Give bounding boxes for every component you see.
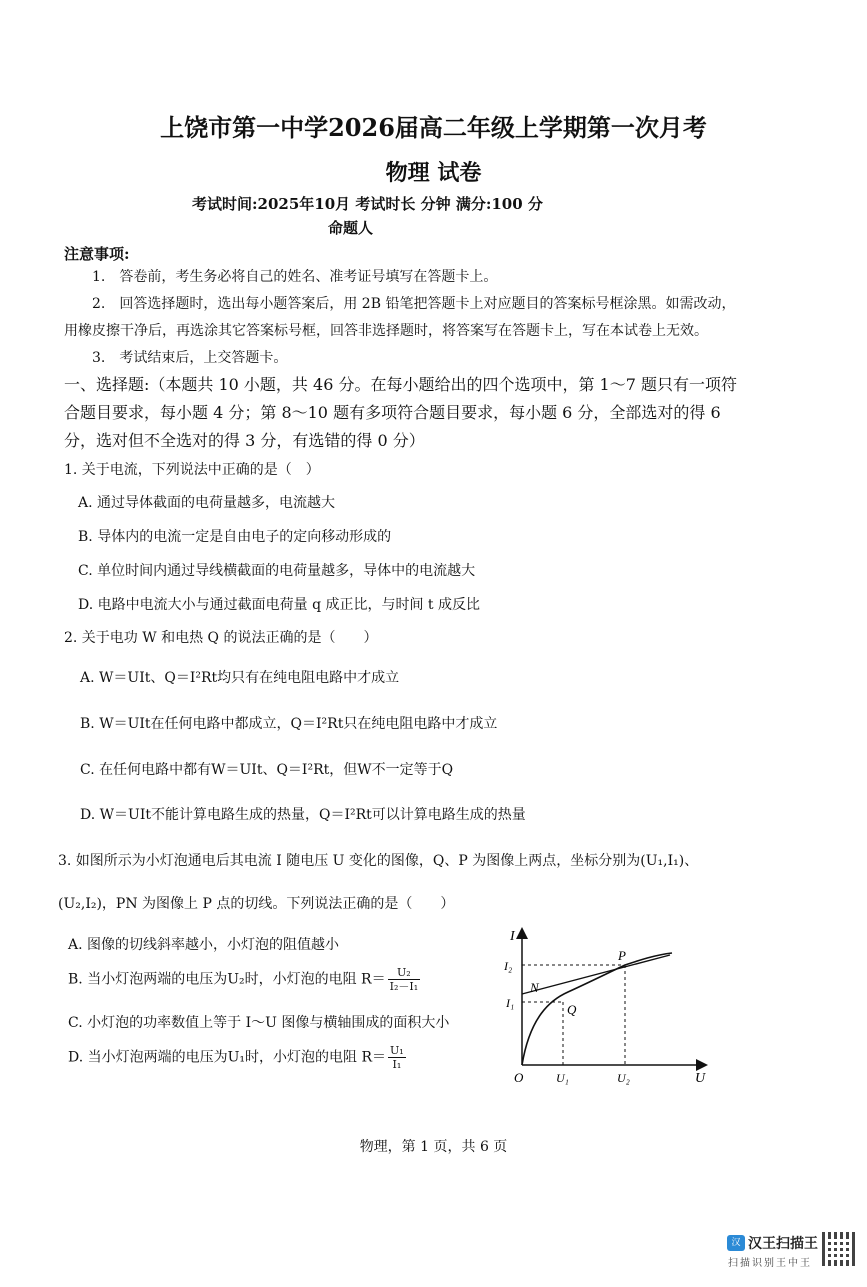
iu-graph — [500, 922, 720, 1092]
label-i2: I₂ — [504, 959, 513, 973]
notice-item-1: 1. 答卷前，考生务必将自己的姓名、准考证号填写在答题卡上。 — [92, 269, 498, 285]
q2-stem: 2. 关于电功 W 和电热 Q 的说法正确的是（ ） — [64, 630, 378, 646]
q3-option-c: C. 小灯泡的功率数值上等于 I～U 图像与横轴围成的面积大小 — [68, 1015, 450, 1031]
q3-stem-line-1: 3. 如图所示为小灯泡通电后其电流 I 随电压 U 变化的图像，Q、P 为图像上两点，坐标分别为(U₁,I₁)、 — [58, 853, 699, 869]
q1-option-d: D. 电路中电流大小与通过截面电荷量 q 成正比，与时间 t 成反比 — [78, 597, 481, 613]
q3-option-b-numerator: U₂ — [388, 966, 421, 980]
exam-info: 考试时间:2025年10月 考试时长 分钟 满分:100 分 — [192, 195, 543, 213]
tangent-line-pn — [522, 955, 670, 994]
q3-option-d-fraction — [388, 1044, 406, 1071]
label-n: N — [530, 980, 539, 995]
scanner-logo-icon: 汉 — [727, 1235, 745, 1251]
label-q: Q — [567, 1002, 577, 1017]
label-u1: U₁ — [556, 1071, 569, 1085]
section-line-2: 合题目要求，每小题 4 分；第 8～10 题有多项符合题目要求，每小题 6 分，全部选对的得 6 — [64, 403, 721, 422]
q2-option-d: D. W＝UIt不能计算电路生成的热量，Q＝I²Rt可以计算电路生成的热量 — [80, 807, 526, 823]
q3-option-d-numerator: U₁ — [390, 1044, 404, 1057]
section-line-1: 一、选择题:（本题共 10 小题，共 46 分。在每小题给出的四个选项中，第 1～7 题只有一项符 — [64, 375, 737, 394]
iu-curve — [522, 953, 672, 1065]
q3-stem-line-2: (U₂,I₂)，PN 为图像上 P 点的切线。下列说法正确的是（ ） — [58, 896, 455, 912]
label-u2: U₂ — [617, 1071, 630, 1085]
notice-item-2-cont: 用橡皮擦干净后，再选涂其它答案标号框，回答非选择题时，将答案写在答题卡上，写在本试卷上无效。 — [64, 323, 708, 339]
q2-option-c: C. 在任何电路中都有W＝UIt、Q＝I²Rt，但W不一定等于Q — [80, 762, 454, 778]
q3-option-b-denominator: I₂－I₁ — [389, 980, 419, 993]
q2-option-a: A. W＝UIt、Q＝I²Rt均只有在纯电阻电路中才成立 — [80, 670, 400, 686]
notice-item-2: 2. 回答选择题时，选出每小题答案后，用 2B 铅笔把答题卡上对应题目的答案标号框涂黑。如需改动， — [92, 296, 736, 312]
q3-option-d — [68, 1044, 406, 1071]
q2-option-b: B. W＝UIt在任何电路中都成立，Q＝I²Rt只在纯电阻电路中才成立 — [80, 716, 498, 732]
section-line-3: 分，选对但不全选对的得 3 分，有选错的得 0 分） — [64, 431, 425, 450]
q3-option-d-denominator: I₁ — [392, 1058, 402, 1071]
q3-option-b — [68, 966, 420, 993]
q1-option-a: A. 通过导体截面的电荷量越多，电流越大 — [78, 495, 336, 511]
scanner-brand-sub: 扫描识别王中王 — [728, 1258, 812, 1269]
label-p: P — [618, 948, 626, 963]
label-i1: I₁ — [506, 996, 515, 1010]
q3-option-b-text: B. 当小灯泡两端的电压为U₂时，小灯泡的电阻 R＝ — [68, 971, 386, 988]
notice-item-3: 3. 考试结束后，上交答题卡。 — [92, 350, 288, 366]
scanner-brand: 汉王扫描王 — [748, 1236, 818, 1252]
author-label: 命题人 — [328, 219, 374, 237]
qr-code-icon — [822, 1232, 856, 1266]
page-footer: 物理，第 1 页，共 6 页 — [359, 1139, 508, 1155]
q3-option-a: A. 图像的切线斜率越小，小灯泡的阻值越小 — [68, 937, 340, 953]
q3-option-d-text: D. 当小灯泡两端的电压为U₁时，小灯泡的电阻 R＝ — [68, 1049, 387, 1066]
q1-option-b: B. 导体内的电流一定是自由电子的定向移动形成的 — [78, 529, 392, 545]
exam-title: 上饶市第一中学2026届高二年级上学期第一次月考 — [160, 113, 707, 142]
subject-title: 物理 试卷 — [385, 160, 482, 186]
q1-option-c: C. 单位时间内通过导线横截面的电荷量越多，导体中的电流越大 — [78, 563, 476, 579]
axis-label-u: U — [695, 1071, 706, 1086]
q1-stem: 1. 关于电流，下列说法中正确的是（ ） — [64, 462, 320, 478]
axis-label-i: I — [510, 929, 515, 944]
notice-heading-text: 注意事项: — [64, 245, 130, 263]
q3-option-b-fraction — [388, 966, 421, 993]
origin-label: O — [514, 1070, 524, 1085]
